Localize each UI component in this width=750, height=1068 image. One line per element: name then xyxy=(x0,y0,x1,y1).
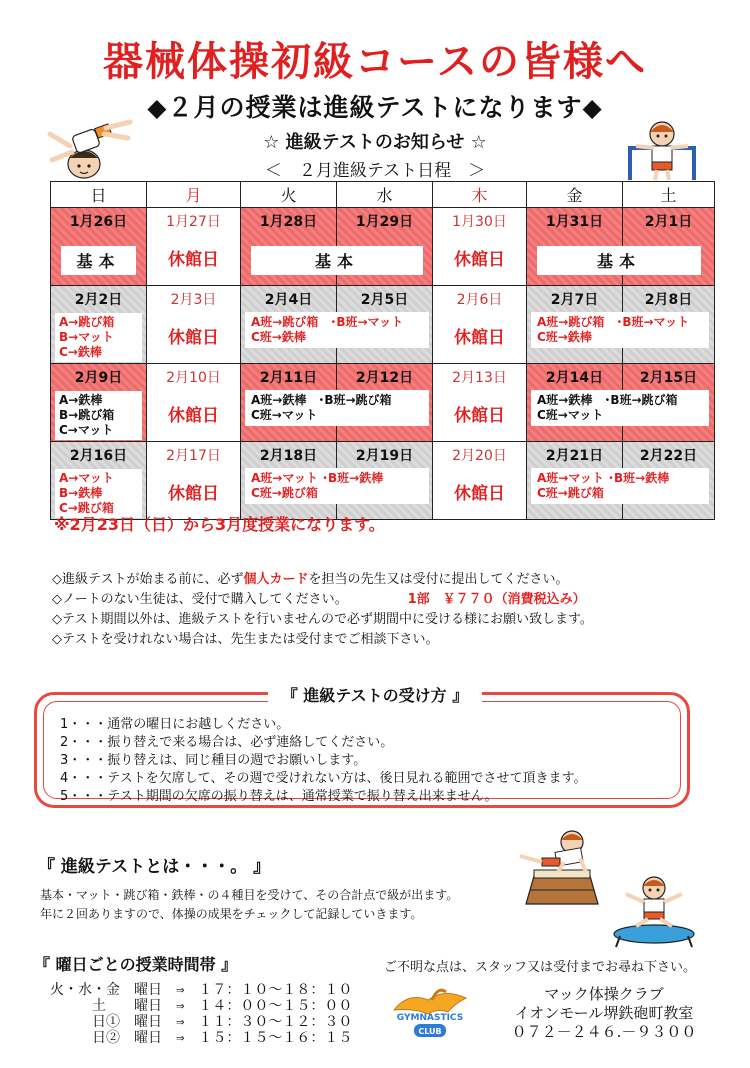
sunday-rotation xyxy=(55,313,142,362)
day-cell xyxy=(433,364,527,442)
kihon-label: 基本 xyxy=(61,246,136,275)
how-to-item: 4・・・テストを欠席して、その週で受けれない方は、後日見れる範囲でさせて頂きます。 xyxy=(60,771,587,786)
note-line xyxy=(52,590,593,610)
day-cell xyxy=(51,286,147,364)
class-time-row: 日① 曜日 ⇒ １１：３０～１２：３０ xyxy=(50,1014,353,1030)
logo-text-top: GYMNASTICS xyxy=(396,1013,464,1023)
logo-text-bottom: CLUB xyxy=(418,1027,442,1036)
day-cell xyxy=(527,208,641,286)
weekday-wed: 水 xyxy=(337,182,433,208)
day-date: 1月26日 xyxy=(69,214,128,230)
day-cell xyxy=(147,286,241,364)
schedule-calendar xyxy=(50,181,715,520)
how-to-title-text: 『 進級テストの受け方 』 xyxy=(268,686,483,705)
note-text: ◇進級テストが始まる前に、必ず xyxy=(52,572,244,587)
club-phone[interactable]: ０７２－２４６.－９３００ xyxy=(511,1023,697,1041)
day-date: 2月17日 xyxy=(166,448,221,464)
trampoline-child-illustration xyxy=(606,874,702,948)
day-date: 2月6日 xyxy=(456,292,503,308)
rotation-line: A班→マット ･B班→鉄棒 xyxy=(251,471,384,485)
rotation-line: B→鉄棒 xyxy=(59,486,103,500)
closed-label: 休館日 xyxy=(168,328,219,348)
how-to-item: 1・・・通常の曜日にお越しください。 xyxy=(60,717,290,732)
rotation-line: A→跳び箱 xyxy=(59,315,115,329)
frisat-rotation xyxy=(531,390,709,426)
closed-label: 休館日 xyxy=(168,484,219,504)
day-cell xyxy=(51,208,147,286)
note-text: ◇ノートのない生徒は、受付で購入してください。 xyxy=(52,592,348,607)
what-is-line: 基本・マット・跳び箱・鉄棒・の４種目を受けて、その合計点で級が出ます。 xyxy=(40,888,459,902)
tuewed-rotation xyxy=(245,468,429,504)
closed-label: 休館日 xyxy=(454,406,505,426)
day-date: 2月16日 xyxy=(69,448,128,464)
closed-label: 休館日 xyxy=(454,250,505,270)
rotation-line: C→跳び箱 xyxy=(59,501,114,515)
day-cell xyxy=(147,364,241,442)
rotation-line: C→マット xyxy=(59,423,114,437)
day-date: 1月31日 xyxy=(545,214,604,230)
page-title: 器械体操初級コースの皆様へ xyxy=(103,39,647,85)
notes-list xyxy=(52,570,593,650)
day-date: 2月22日 xyxy=(639,448,698,464)
kihon-label: 基本 xyxy=(537,246,701,275)
weekday-sat: 土 xyxy=(623,182,715,208)
rotation-line: C班→マット xyxy=(537,408,604,422)
tuewed-rotation xyxy=(245,312,429,348)
day-cell xyxy=(51,442,147,520)
frisat-rotation xyxy=(531,312,709,348)
day-date: 2月11日 xyxy=(259,370,318,386)
weekday-fri: 金 xyxy=(527,182,623,208)
day-cell xyxy=(147,208,241,286)
rotation-line: A班→鉄棒 ･B班→跳び箱 xyxy=(251,393,392,407)
weekday-header-row xyxy=(51,182,715,208)
day-cell xyxy=(433,442,527,520)
day-date: 2月7日 xyxy=(550,292,599,308)
what-is-text xyxy=(40,886,458,924)
club-name: マック体操クラブ xyxy=(544,985,664,1003)
rotation-line: C班→鉄棒 xyxy=(251,330,306,344)
weekday-thu: 木 xyxy=(433,182,527,208)
rotation-line: C→鉄棒 xyxy=(59,345,102,359)
rotation-line: A班→マット ･B班→鉄棒 xyxy=(537,471,670,485)
day-date: 2月18日 xyxy=(259,448,318,464)
day-cell xyxy=(241,208,359,286)
note-text: を担当の先生又は受付に提出してください。 xyxy=(308,572,569,587)
weekday-sun: 日 xyxy=(51,182,147,208)
closed-label: 休館日 xyxy=(168,406,219,426)
day-date: 2月1日 xyxy=(644,214,693,230)
rotation-line: C班→跳び箱 xyxy=(251,486,318,500)
day-date: 1月30日 xyxy=(452,214,507,230)
how-to-item: 2・・・振り替えで来る場合は、必ず連絡してください。 xyxy=(60,735,394,750)
day-date: 2月5日 xyxy=(360,292,409,308)
page-subtitle: ◆２月の授業は進級テストになります◆ xyxy=(147,93,603,122)
rotation-line: A→鉄棒 xyxy=(59,393,103,407)
how-to-item: 3・・・振り替えは、同じ種目の週でお願いします。 xyxy=(60,753,367,768)
how-to-title xyxy=(0,683,750,706)
class-times-list xyxy=(50,982,352,1046)
day-cell xyxy=(433,208,527,286)
calendar-week-4 xyxy=(51,442,715,520)
bar-child-illustration xyxy=(622,118,702,182)
day-cell xyxy=(433,286,527,364)
day-date: 2月12日 xyxy=(355,370,414,386)
day-date: 1月28日 xyxy=(259,214,318,230)
vaulting-child-illustration xyxy=(512,826,612,906)
rotation-line: A→マット xyxy=(59,471,114,485)
day-cell xyxy=(147,442,241,520)
march-start-note: ※2月23日（日）から3月度授業になります。 xyxy=(54,515,385,534)
cartwheel-child-illustration xyxy=(44,118,134,184)
class-times-title: 『 曜日ごとの授業時間帯 』 xyxy=(34,955,238,974)
day-date: 1月27日 xyxy=(166,214,221,230)
note-price: 1部 ￥７７０（消費税込み） xyxy=(407,592,586,607)
day-date: 2月13日 xyxy=(452,370,507,386)
what-is-title: 『 進級テストとは・・・。 』 xyxy=(38,857,271,877)
notice-heading: ☆ 進級テストのお知らせ ☆ xyxy=(263,132,487,153)
day-date: 2月8日 xyxy=(644,292,693,308)
closed-label: 休館日 xyxy=(168,250,219,270)
sunday-rotation xyxy=(55,391,142,440)
note-line xyxy=(52,570,593,590)
rotation-line: A班→跳び箱 ･B班→マット xyxy=(251,315,404,329)
class-time-row: 火・水・金 曜日 ⇒ １７：１０～１８：１０ xyxy=(50,982,353,998)
gymnastics-club-logo xyxy=(388,982,472,1042)
club-branch: イオンモール堺鉄砲町教室 xyxy=(514,1004,694,1022)
club-info xyxy=(484,985,724,1042)
class-time-row: 日② 曜日 ⇒ １５：１５～１６：１５ xyxy=(50,1030,353,1046)
day-date: 1月29日 xyxy=(355,214,414,230)
day-date: 2月20日 xyxy=(452,448,507,464)
class-time-row: 土 曜日 ⇒ １４：００～１５：００ xyxy=(50,998,353,1014)
note-highlight: 個人カード xyxy=(243,572,309,587)
what-is-line: 年に２回ありますので、体操の成果をチェックして記録していきます。 xyxy=(40,907,423,921)
closed-label: 休館日 xyxy=(454,484,505,504)
day-cell xyxy=(51,364,147,442)
day-date: 2月19日 xyxy=(355,448,414,464)
tuewed-rotation xyxy=(245,390,429,426)
how-to-list xyxy=(60,716,586,806)
calendar-week-1 xyxy=(51,208,715,286)
day-date: 2月21日 xyxy=(545,448,604,464)
closed-label: 休館日 xyxy=(454,328,505,348)
rotation-line: B→マット xyxy=(59,330,114,344)
kihon-label: 基本 xyxy=(251,246,423,275)
frisat-rotation xyxy=(531,468,709,504)
how-to-item: 5・・・テスト期間の欠席の振り替えは、通常授業で振り替え出来ません。 xyxy=(60,789,498,804)
note-line: ◇テスト期間以外は、進級テストを行いませんので必ず期間中に受ける様にお願い致します。 xyxy=(52,612,593,627)
weekday-mon: 月 xyxy=(147,182,241,208)
day-date: 2月10日 xyxy=(166,370,221,386)
sunday-rotation xyxy=(55,469,142,518)
inquiry-note: ご不明な点は、スタッフ又は受付までお尋ね下さい。 xyxy=(384,960,697,975)
rotation-line: A班→跳び箱 ･B班→マット xyxy=(537,315,690,329)
calendar-week-3 xyxy=(51,364,715,442)
rotation-line: A班→鉄棒 ･B班→跳び箱 xyxy=(537,393,678,407)
weekday-tue: 火 xyxy=(241,182,337,208)
rotation-line: B→跳び箱 xyxy=(59,408,115,422)
note-line: ◇テストを受けれない場合は、先生または受付までご相談下さい。 xyxy=(52,632,439,647)
day-date: 2月4日 xyxy=(264,292,313,308)
day-date: 2月3日 xyxy=(170,292,217,308)
calendar-week-2 xyxy=(51,286,715,364)
day-date: 2月14日 xyxy=(545,370,604,386)
day-date: 2月15日 xyxy=(639,370,698,386)
day-date: 2月9日 xyxy=(74,370,123,386)
rotation-line: C班→鉄棒 xyxy=(537,330,592,344)
rotation-line: C班→マット xyxy=(251,408,318,422)
day-cell xyxy=(241,442,384,520)
schedule-heading: ＜ ２月進級テスト日程 ＞ xyxy=(264,161,486,181)
rotation-line: C班→跳び箱 xyxy=(537,486,604,500)
day-date: 2月2日 xyxy=(74,292,123,308)
